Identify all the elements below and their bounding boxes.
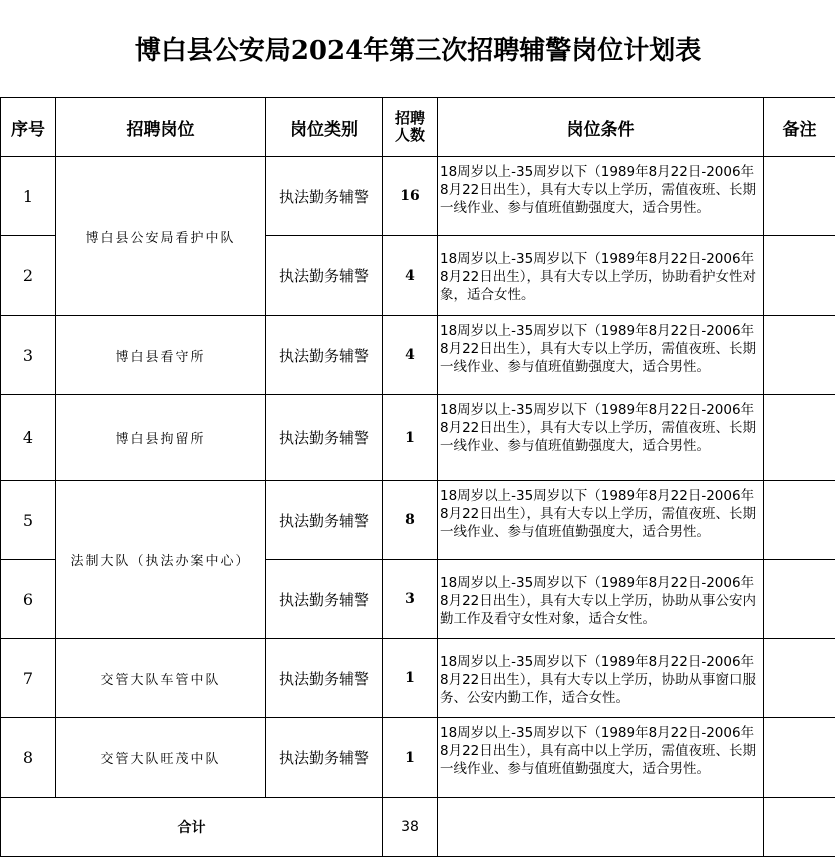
total-count: 38	[383, 798, 438, 857]
total-row	[1, 798, 835, 857]
row-position: 博白县拘留所	[56, 395, 266, 481]
table-row	[1, 316, 835, 395]
row-index: 1	[1, 157, 56, 236]
row-position: 交管大队旺茂中队	[56, 718, 266, 798]
row-index: 4	[1, 395, 56, 481]
page-title: 博白县公安局2024年第三次招聘辅警岗位计划表	[1, 0, 835, 98]
row-conditions: 18周岁以上-35周岁以下（1989年8月22日-2006年8月22日出生），具有大专以上学历，需值夜班、长期一线作业、参与值班值勤强度大，适合男性。	[438, 395, 764, 481]
row-category: 执法勤务辅警	[266, 236, 383, 316]
row-index: 2	[1, 236, 56, 316]
header-remarks: 备注	[764, 98, 835, 157]
table-row	[1, 157, 835, 236]
row-count: 1	[383, 718, 438, 798]
row-category: 执法勤务辅警	[266, 560, 383, 639]
total-label: 合计	[1, 798, 383, 857]
row-conditions: 18周岁以上-35周岁以下（1989年8月22日-2006年8月22日出生），具有大专以上学历，需值夜班、长期一线作业、参与值班值勤强度大，适合男性。	[438, 316, 764, 395]
row-position: 交管大队车管中队	[56, 639, 266, 718]
row-category: 执法勤务辅警	[266, 718, 383, 798]
header-index: 序号	[1, 98, 56, 157]
row-position: 法制大队（执法办案中心）	[56, 481, 266, 639]
row-remarks	[764, 481, 835, 560]
row-position: 博白县看守所	[56, 316, 266, 395]
header-count: 招聘人数	[383, 98, 438, 157]
row-index: 5	[1, 481, 56, 560]
row-count: 16	[383, 157, 438, 236]
row-remarks	[764, 718, 835, 798]
row-conditions: 18周岁以上-35周岁以下（1989年8月22日-2006年8月22日出生），具有高中以上学历，需值夜班、长期一线作业、参与值班值勤强度大，适合男性。	[438, 718, 764, 798]
row-count: 4	[383, 316, 438, 395]
header-conditions: 岗位条件	[438, 98, 764, 157]
row-category: 执法勤务辅警	[266, 395, 383, 481]
row-conditions: 18周岁以上-35周岁以下（1989年8月22日-2006年8月22日出生），具有大专以上学历，需值夜班、长期一线作业、参与值班值勤强度大，适合男性。	[438, 157, 764, 236]
header-position: 招聘岗位	[56, 98, 266, 157]
row-conditions: 18周岁以上-35周岁以下（1989年8月22日-2006年8月22日出生），具有大专以上学历，协助从事公安内勤工作及看守女性对象，适合女性。	[438, 560, 764, 639]
row-category: 执法勤务辅警	[266, 316, 383, 395]
table-row	[1, 718, 835, 798]
row-category: 执法勤务辅警	[266, 639, 383, 718]
row-remarks	[764, 395, 835, 481]
row-count: 8	[383, 481, 438, 560]
row-count: 4	[383, 236, 438, 316]
row-index: 8	[1, 718, 56, 798]
row-remarks	[764, 639, 835, 718]
row-index: 6	[1, 560, 56, 639]
row-count: 3	[383, 560, 438, 639]
table-row	[1, 481, 835, 560]
row-remarks	[764, 157, 835, 236]
row-count: 1	[383, 395, 438, 481]
row-count: 1	[383, 639, 438, 718]
row-category: 执法勤务辅警	[266, 157, 383, 236]
header-category: 岗位类别	[266, 98, 383, 157]
row-remarks	[764, 316, 835, 395]
row-conditions: 18周岁以上-35周岁以下（1989年8月22日-2006年8月22日出生），具有大专以上学历，需值夜班、长期一线作业、参与值班值勤强度大，适合男性。	[438, 481, 764, 560]
row-position: 博白县公安局看护中队	[56, 157, 266, 316]
row-index: 7	[1, 639, 56, 718]
row-conditions: 18周岁以上-35周岁以下（1989年8月22日-2006年8月22日出生），具有大专以上学历，协助看护女性对象，适合女性。	[438, 236, 764, 316]
table-row	[1, 395, 835, 481]
row-category: 执法勤务辅警	[266, 481, 383, 560]
row-remarks	[764, 560, 835, 639]
row-index: 3	[1, 316, 56, 395]
row-conditions: 18周岁以上-35周岁以下（1989年8月22日-2006年8月22日出生），具有大专以上学历，协助从事窗口服务、公安内勤工作，适合女性。	[438, 639, 764, 718]
total-remarks	[764, 798, 835, 857]
total-conditions	[438, 798, 764, 857]
header-row	[1, 98, 835, 157]
table-row	[1, 639, 835, 718]
row-remarks	[764, 236, 835, 316]
